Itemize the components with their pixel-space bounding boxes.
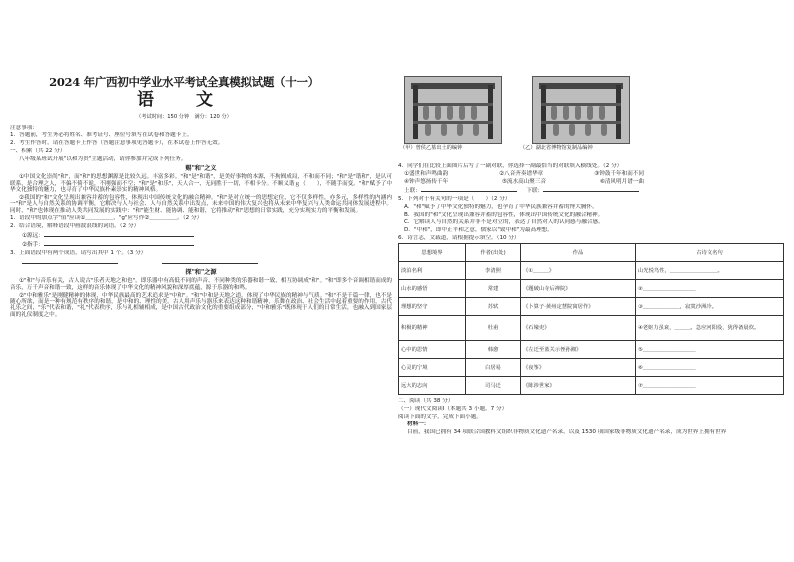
table-cell: 《石壕吏》 xyxy=(521,316,636,341)
question-6: 6．诗言志，文载道，请根据提示填空。（10 分） xyxy=(398,234,520,241)
table-cell[interactable]: 山光悦鸟性，＿＿＿＿＿＿＿＿＿。 xyxy=(636,262,784,280)
question-5: 5．下列对于有关句的一项是（ ）（2 分） xyxy=(398,196,511,203)
question-2: 2．结合语境，解释语段中画波浪线的词语。（2 分） xyxy=(10,223,140,229)
option: ④钟声悠扬传千年 xyxy=(404,178,449,185)
table-cell: 常建 xyxy=(466,280,521,298)
answer-blank[interactable] xyxy=(421,186,517,192)
table-cell: 淡泊名利 xyxy=(399,262,466,280)
question-3-blank-row xyxy=(10,258,392,266)
bell-set-image-right xyxy=(532,76,630,144)
answer-blank[interactable] xyxy=(162,258,258,264)
table-row xyxy=(399,298,784,316)
table-cell: 李清照 xyxy=(466,262,521,280)
table-cell[interactable]: 《①＿＿＿》 xyxy=(521,262,636,280)
column-header: 作者(出处) xyxy=(466,244,521,262)
table-cell[interactable]: ⑥＿＿＿＿＿＿＿＿＿＿ xyxy=(636,359,784,377)
bell-set-image-left xyxy=(404,76,502,144)
paragraph-1: ①中国文化崇尚"和"，而"和"的思想渊源是比较久远。丰富多彩。"和"是"和谐"，是美好事物的本源，不拘囿成局，不和而不同；"和"是"谐和"，是认可联系，是合理之人，不偏不倚不诡，不刚强而不空；"和"是"和乐"，天人合一，无同胜于一切，不相卡分。不顺义谐ｇ（ ），不随手而变。"和"赋予了中华文化独特的魅力，也寻育了中华民族朴素崇实的精神风格。 xyxy=(10,174,392,193)
question-2a: ①源远： xyxy=(22,232,44,239)
table-cell: 理想的坚守 xyxy=(399,298,466,316)
question-4-options xyxy=(398,171,644,177)
option: ⑥清风明月谱一曲 xyxy=(599,178,644,185)
option: ③钟鼓千年和而不同 xyxy=(594,171,644,178)
table-cell: 司马迁 xyxy=(466,377,521,395)
option: A．"和"赋予了中华文化独特的魅力，也孕育了中华民族兼容并蓄的博大胸怀。 xyxy=(404,203,598,210)
column-header: 作品 xyxy=(521,244,636,262)
table-row xyxy=(399,316,784,341)
notes-item: 2．考生作答时，请在答题卡上作答（答题注意事项见答题卡），在本试卷上作答无效。 xyxy=(10,140,224,147)
table-cell: 苏轼 xyxy=(466,298,521,316)
table-header-row xyxy=(399,244,784,262)
question-2b: ②指手： xyxy=(22,242,44,249)
question-2b-row xyxy=(10,240,392,248)
lower-couplet-label: 下联： xyxy=(526,188,544,195)
section2-title: 探"和"之源 xyxy=(185,269,217,277)
figure-caption: （甲）曾侯乙墓出土的编钟 xyxy=(400,145,463,151)
question-4-options xyxy=(398,179,644,185)
table-cell[interactable]: ⑤＿＿＿＿＿＿＿＿＿＿ xyxy=(636,341,784,359)
paragraph-2: ②我国的"和"文化呈现出兼容并蓄的包容性，体现出中国传统文化的融合精神。"和"是对立统一的思想定位，它不仅多样性，亦多元，多样性的内涵内一"和"是人与自然关系的协调平衡，它解决与人与社会、人与自然关系中出发点，未来中国的伟大复兴也将从未来中华复兴与人类命运共同体发展进程中。同时，"和"也体现在推动人类共同发展的实践中："和"能生财、能协调、能和谐，它将推动"和"思想的日常实践，充分实现实力的平衡和发展。 xyxy=(10,194,392,214)
table-cell: 心灵的宁境 xyxy=(399,359,466,377)
table-cell: 白居易 xyxy=(466,359,521,377)
left-column xyxy=(10,76,392,320)
table-row xyxy=(399,280,784,298)
table-cell: 《左迁至蓝关示侄孙湘》 xyxy=(521,341,636,359)
table-cell: 杜甫 xyxy=(466,316,521,341)
part1-intro: 八年级某班试开展"以和为贵"主题活动，请你参加并完成下列任务。 xyxy=(19,155,187,162)
part2-subheading: （一）现代文阅读Ⅰ（本题共 3 小题，7 分） xyxy=(398,405,508,412)
right-column xyxy=(398,76,788,437)
notes-heading: 注意事项： xyxy=(10,124,38,131)
paragraph-4: ②"中和雅乐"是刚健精神的体现，中华民族最高的艺术追求是"中和"。"和"中和是天地之道，体现了中华民族的精神与气质。"和"不是千篇一律，也不是随心所欲，而是一种有规范有秩序的和谐，是中和的、理性的美。古人用声乐与器乐来表达这种和谐精神，乐舞在政治、社会生活中起着重要的作用。古代礼乐之间，"乐"代表和谐，"礼"代表秩序，乐与礼相辅相成，是中国古代政治文化的重要组成部分，"中和雅乐"既体现于人们的日常生活，也融入到国家层面的礼仪制度之中。 xyxy=(10,292,392,318)
figure-caption: （乙）湖北省博物馆复制品编钟 xyxy=(520,145,593,151)
table-cell: 《陈涉世家》 xyxy=(521,377,636,395)
upper-couplet-label: 上联： xyxy=(404,188,421,195)
page-title: 2024 年广西初中学业水平考试全真模拟试题（十一） xyxy=(49,75,319,89)
table-cell: 《夜筝》 xyxy=(521,359,636,377)
paragraph-3: ①"和"与音乐有关，古人说古"乐者天地之和也"，即乐器中有高低不同的声音、不同种类的乐器和谐一致，相互协调成"和"。"和"即多个音调相谐而成的音乐，万千声音和谐一致，这样的音乐体现了中华文化的精神风貌和深厚底蕴，源于乐器的和鸣。 xyxy=(10,278,392,291)
reading-instruction: 阅读下面的文字，完成下面小题。 xyxy=(398,413,482,420)
table-cell: 山水的感悟 xyxy=(399,280,466,298)
material-label: 材料一： xyxy=(407,421,430,428)
question-4: 4．同学们在比较上面图片后写了一副对联，你选择一副最恰当的对联填入横线处。（2 分） xyxy=(398,163,623,170)
answer-blank[interactable] xyxy=(22,258,118,264)
poem-table xyxy=(398,243,784,395)
part1-heading: 一、积累（共 22 分） xyxy=(10,147,66,154)
table-cell: 远大的志向 xyxy=(399,377,466,395)
figures xyxy=(398,76,788,162)
answer-blank[interactable] xyxy=(543,186,639,192)
notes-item: 1．答题前，考生务必将姓名、准考证号、座位号填写在试卷和答题卡上。 xyxy=(10,132,193,139)
part2-heading: 二、阅读（共 38 分） xyxy=(398,398,454,405)
couplet-row xyxy=(398,186,788,194)
table-cell: 《题破山寺后禅院》 xyxy=(521,280,636,298)
option: D．"中和"，即中正平和之意，儒家以"致中和"为最高理想。 xyxy=(404,227,553,234)
table-row xyxy=(399,359,784,377)
table-row xyxy=(399,377,784,395)
subject-title: 语 文 xyxy=(137,90,231,111)
table-cell[interactable]: ③＿＿＿＿＿＿＿，寂寞沙洲冷。 xyxy=(636,298,784,316)
table-cell: 积极的精神 xyxy=(399,316,466,341)
question-1: 1．语段中的加点字"值"应读①＿＿＿＿＿，"g"应写作②＿＿＿＿＿。（2 分） xyxy=(10,215,203,222)
question-3: 3．上面语段中有两个成语，请写出其中 1 个。（3 分） xyxy=(10,250,147,257)
table-cell[interactable]: ⑦＿＿＿＿＿＿＿＿＿＿ xyxy=(636,377,784,395)
option: C．它解读人与自然的关系并非不是对立的，表达了自然对人的认同感与融合感。 xyxy=(404,219,604,226)
material-text: 目前，我国已拥有 34 项联合国教科文组织非物质文化遗产名录，以及 1530 项国家级非物质文化遗产名录，成为世界上拥有世界 xyxy=(407,429,727,436)
answer-blank[interactable] xyxy=(44,231,194,237)
table-cell: 韩愈 xyxy=(466,341,521,359)
table-cell: 《卜算子·黄州定慧院寓居作》 xyxy=(521,298,636,316)
table-cell: 心中的思情 xyxy=(399,341,466,359)
table-cell[interactable]: ②＿＿＿＿＿＿＿＿＿＿ xyxy=(636,280,784,298)
table-cell[interactable]: ④老妪力虽衰，＿＿＿。急应河阳役，犹得备晨炊。 xyxy=(636,316,784,341)
table-row xyxy=(399,262,784,280)
table-row xyxy=(399,341,784,359)
section1-title: 赐"和"之义 xyxy=(185,165,217,173)
option: ②八音齐奏谱华章 xyxy=(499,171,544,178)
column-header: 古诗文名句 xyxy=(636,244,784,262)
answer-blank[interactable] xyxy=(44,240,194,246)
option: ①盛世和声鸣曲韵 xyxy=(404,171,449,178)
question-2a-row xyxy=(10,231,392,239)
column-header: 思想境界 xyxy=(399,244,466,262)
option: B．我国的"和"文化呈现出兼容并蓄的包容性，体现出中国传统文化的融合精神。 xyxy=(404,211,604,218)
exam-info: （考试时间：150 分钟 满分：120 分） xyxy=(136,113,232,120)
option: ⑤流水高山聚三音 xyxy=(501,178,547,185)
